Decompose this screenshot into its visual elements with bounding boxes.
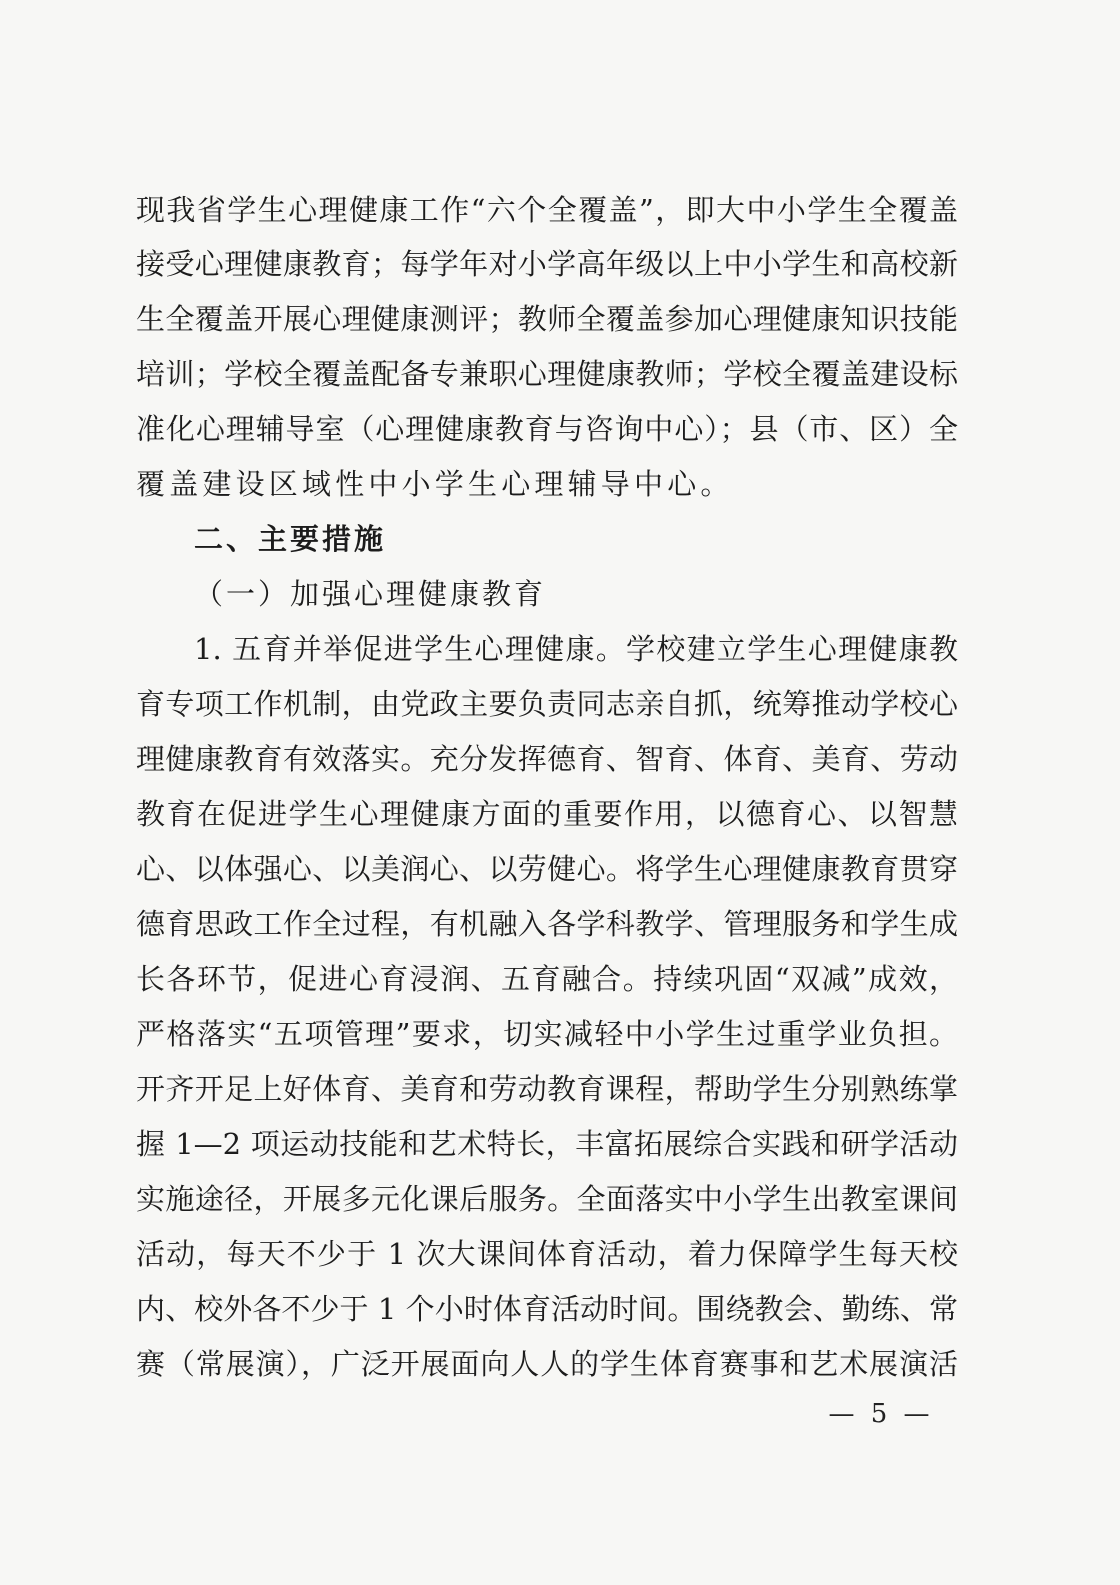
paragraph-line: 心、以体强心、以美润心、以劳健心。将学生心理健康教育贯穿 [136, 852, 958, 886]
paragraph-line: 培训；学校全覆盖配备专兼职心理健康教师；学校全覆盖建设标 [136, 357, 958, 391]
paragraph-line: 教育在促进学生心理健康方面的重要作用，以德育心、以智慧 [136, 797, 958, 831]
paragraph-line: 准化心理辅导室（心理健康教育与咨询中心）；县（市、区）全 [136, 412, 958, 446]
paragraph-line: 内、校外各不少于 1 个小时体育活动时间。围绕教会、勤练、常 [136, 1292, 958, 1326]
paragraph-line: 覆盖建设区域性中小学生心理辅导中心。 [136, 467, 734, 501]
paragraph-line: 握 1—2 项运动技能和艺术特长，丰富拓展综合实践和研学活动 [136, 1127, 958, 1161]
paragraph-line: 严格落实“五项管理”要求，切实减轻中小学生过重学业负担。 [136, 1017, 958, 1051]
paragraph-line: 实施途径，开展多元化课后服务。全面落实中小学生出教室课间 [136, 1182, 958, 1216]
section-heading: 二、主要措施 [194, 522, 387, 556]
paragraph-line: 现我省学生心理健康工作“六个全覆盖”，即大中小学生全覆盖 [136, 193, 958, 227]
subsection-heading: （一）加强心理健康教育 [194, 577, 547, 611]
paragraph-line: 长各环节，促进心育浸润、五育融合。持续巩固“双减”成效， [136, 962, 958, 996]
paragraph-line: 1. 五育并举促进学生心理健康。学校建立学生心理健康教 [194, 632, 958, 666]
paragraph-line: 德育思政工作全过程，有机融入各学科教学、管理服务和学生成 [136, 907, 958, 941]
paragraph-line: 生全覆盖开展心理健康测评；教师全覆盖参加心理健康知识技能 [136, 302, 958, 336]
paragraph-line: 理健康教育有效落实。充分发挥德育、智育、体育、美育、劳动 [136, 742, 958, 776]
paragraph-line: 赛（常展演），广泛开展面向人人的学生体育赛事和艺术展演活 [136, 1347, 958, 1381]
page-number: — 5 — [828, 1399, 934, 1429]
paragraph-line: 活动，每天不少于 1 次大课间体育活动，着力保障学生每天校 [136, 1237, 958, 1271]
paragraph-line: 接受心理健康教育；每学年对小学高年级以上中小学生和高校新 [136, 247, 958, 281]
paragraph-line: 开齐开足上好体育、美育和劳动教育课程，帮助学生分别熟练掌 [136, 1072, 958, 1106]
paragraph-line: 育专项工作机制，由党政主要负责同志亲自抓，统筹推动学校心 [136, 687, 958, 721]
